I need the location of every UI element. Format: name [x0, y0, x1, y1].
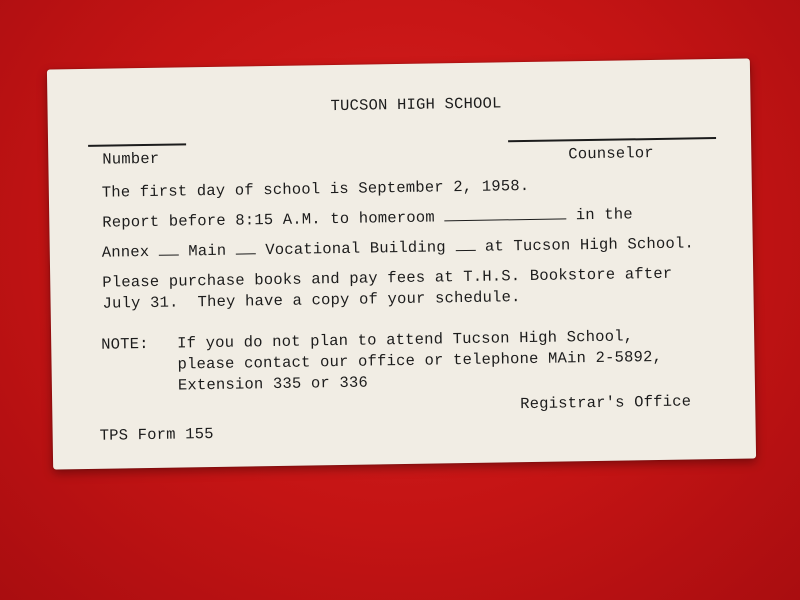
counselor-blank-line [508, 137, 716, 142]
counselor-label: Counselor [568, 144, 654, 164]
bookstore-line: Please purchase books and pay fees at T.H.S. Bookstore after [102, 264, 673, 292]
number-blank-line [88, 143, 186, 146]
registrar-signature: Registrar's Office [520, 392, 692, 414]
note-line-2: please contact our office or telephone MAin 2-5892, [177, 347, 663, 374]
form-number: TPS Form 155 [99, 424, 214, 445]
report-line [102, 205, 633, 231]
note-line-3: Extension 335 or 336 [177, 373, 369, 395]
note-line-1: If you do not plan to attend Tucson High School, [177, 327, 634, 353]
schedule-line: July 31. They have a copy of your schedule. [102, 288, 521, 313]
registration-card [47, 59, 756, 470]
in-the-text: in the [575, 205, 633, 225]
vocational-text: Vocational Building [265, 238, 447, 260]
card-title: TUCSON HIGH SCHOOL [330, 94, 502, 116]
school-text: at Tucson High School. [484, 234, 695, 256]
homeroom-blank [444, 217, 566, 221]
number-label: Number [102, 149, 160, 169]
annex-text: Annex [101, 242, 150, 262]
building-line [102, 234, 694, 261]
annex-blank [159, 253, 179, 255]
main-blank [236, 252, 256, 254]
vocational-blank [455, 249, 475, 251]
first-day-line: The first day of school is September 2, 1958. [101, 176, 530, 202]
note-label: NOTE: [101, 334, 149, 354]
report-text: Report before 8:15 A.M. to homeroom [102, 208, 435, 232]
main-text: Main [188, 241, 227, 261]
